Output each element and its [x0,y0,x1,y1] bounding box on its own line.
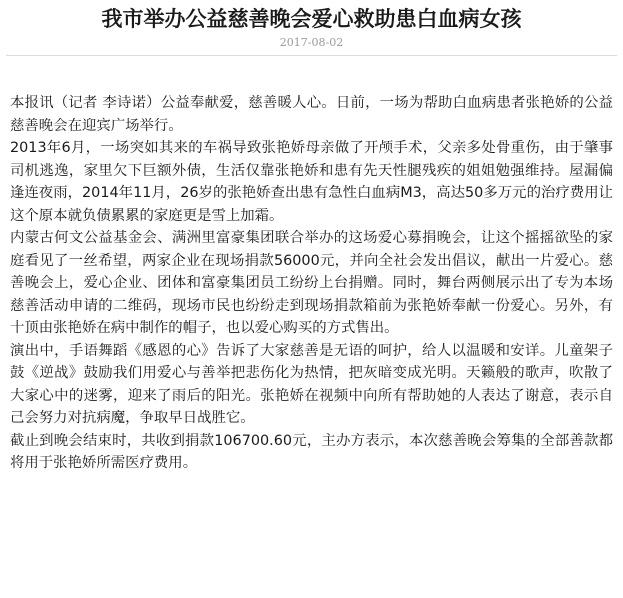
publish-date: 2017-08-02 [279,36,344,49]
article-title: 我市举办公益慈善晚会爱心救助患白血病女孩 [101,6,522,31]
article-paragraph: 截止到晚会结束时，共收到捐款106700.60元，主办方表示，本次慈善晚会筹集的全部善款都将用于张艳娇所需医疗费用。 [10,432,613,471]
article-body [10,92,613,475]
article-paragraph: 演出中，手语舞蹈《感恩的心》告诉了大家慈善是无语的呵护，给人以温暖和安详。儿童架子鼓《逆战》鼓励我们用爱心与善举把悲伤化为热情，把灰暗变成光明。天籁般的歌声，吹散了大家心中的迷雾，迎来了雨后的阳光。张艳娇在视频中向所有帮助她的人表达了谢意，表示自己会努力对抗病魔，争取早日战胜它。 [10,342,613,426]
title-divider [6,55,617,56]
article-paragraph: 2013年6月，一场突如其来的车祸导致张艳娇母亲做了开颅手术，父亲多处骨重伤，由于肇事司机逃逸，家里欠下巨额外债，生活仅靠张艳娇和患有先天性腿残疾的姐姐勉强维持。屋漏偏逢连夜雨，2014年11月，26岁的张艳娇查出患有急性白血病M3，高达50多万元的治疗费用让这个原本就负债累累的家庭更是雪上加霜。 [10,140,613,224]
article-paragraph: 内蒙古何文公益基金会、满洲里富豪集团联合举办的这场爱心募捐晚会，让这个摇摇欲坠的家庭看见了一丝希望，两家企业在现场捐款56000元，并向全社会发出倡议，献出一片爱心。慈善晚会上，爱心企业、团体和富豪集团员工纷纷上台捐赠。同时，舞台两侧展示出了专为本场慈善活动申请的二维码，现场市民也纷纷走到现场捐款箱前为张艳娇奉献一份爱心。另外，有十顶由张艳娇在病中制作的帽子，也以爱心购买的方式售出。 [10,230,613,336]
article-paragraph: 本报讯（记者 李诗诺）公益奉献爱，慈善暖人心。日前，一场为帮助白血病患者张艳娇的公益慈善晚会在迎宾广场举行。 [10,95,613,134]
